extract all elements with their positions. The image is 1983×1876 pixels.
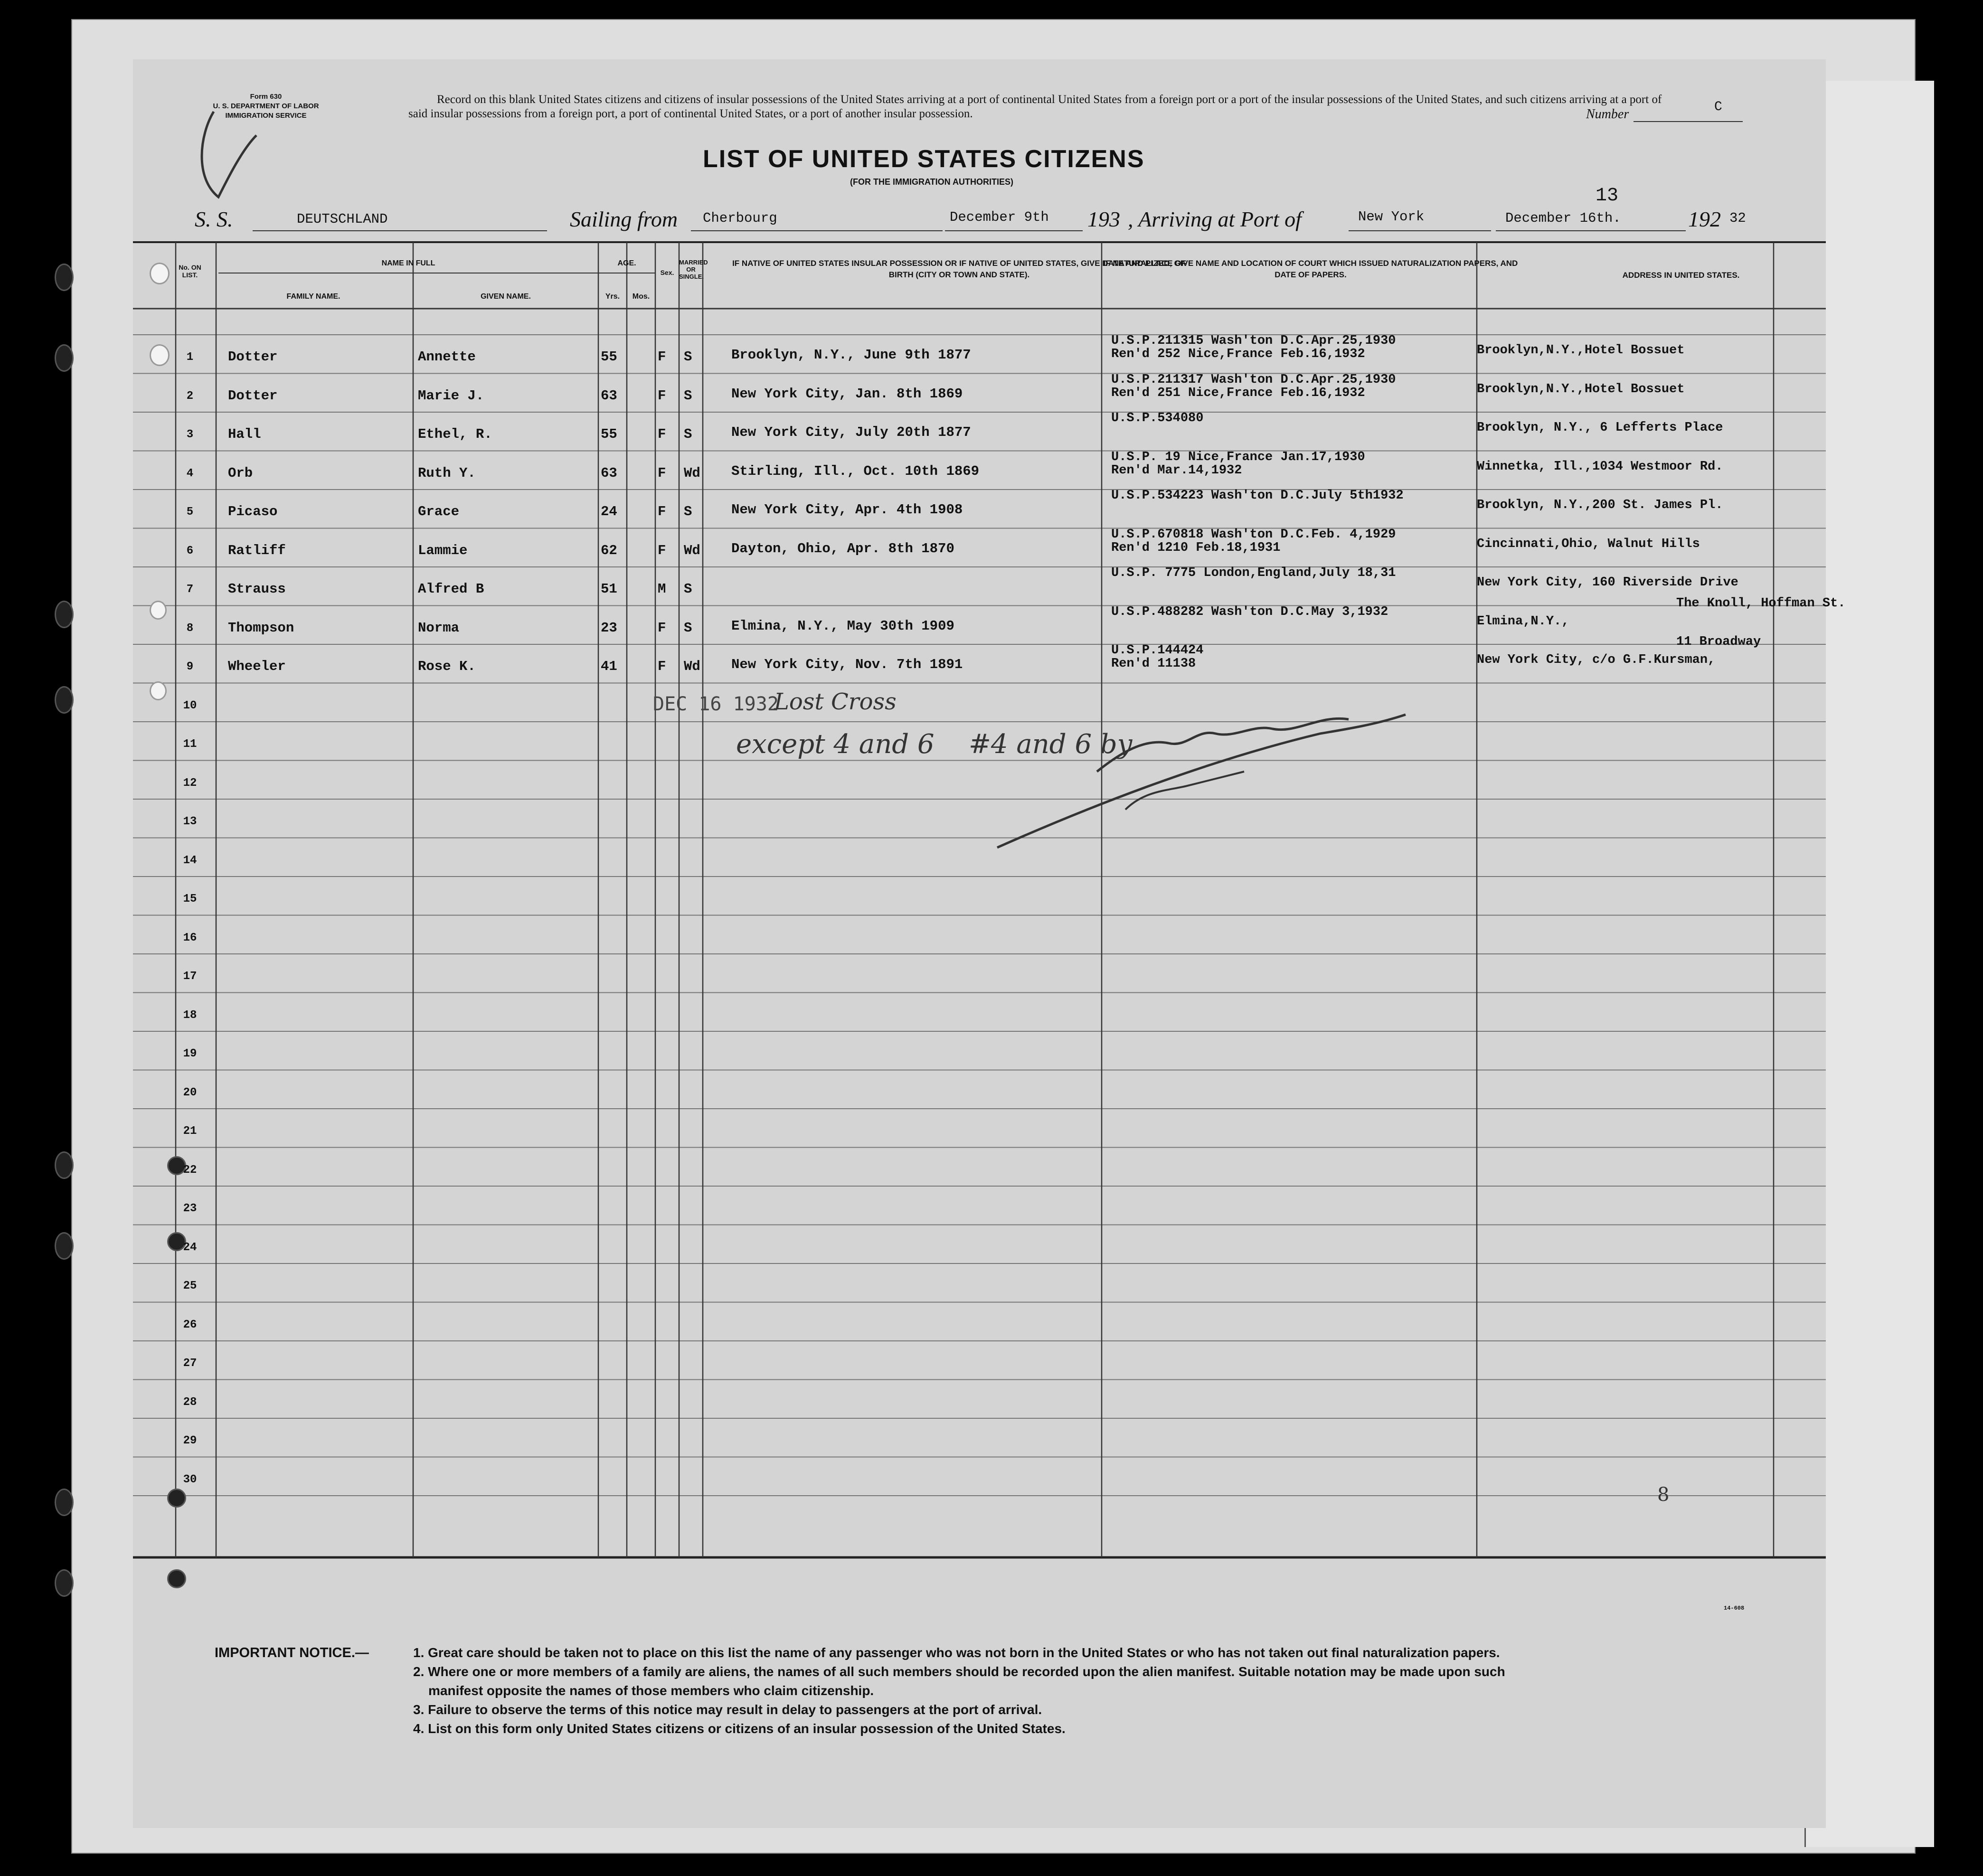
handwritten-note: Lost Cross <box>774 688 897 715</box>
given-name: Lammie <box>418 542 468 558</box>
notice-item: manifest opposite the names of those members who claim citizenship. <box>428 1683 874 1698</box>
instructions: Record on this blank United States citizens and citizens of insular possessions of the United States arriving at a port of continental United States from a foreign port or a port of the insular possessions of the United States, and such citizens arriving at a port of said insular possessions from a foreign port, a port of continental United States, or a port of another insular possession. <box>408 93 1662 120</box>
check-mark <box>195 107 261 216</box>
row-number: 30 <box>183 1473 197 1486</box>
punch-hole <box>150 344 170 366</box>
address: Brooklyn,N.Y.,Hotel Bossuet <box>1477 382 1685 396</box>
row-number: 8 <box>186 622 194 635</box>
birth-info: Elmina, N.Y., May 30th 1909 <box>731 618 954 634</box>
birth-info: Dayton, Ohio, Apr. 8th 1870 <box>731 540 954 556</box>
punch-hole <box>150 681 167 700</box>
port-underline <box>1349 230 1491 231</box>
punch-hole <box>55 264 74 291</box>
punch-hole <box>167 1489 186 1508</box>
punch-hole <box>150 263 170 284</box>
row-number: 21 <box>183 1125 197 1138</box>
header-name: NAME IN FULL <box>381 259 435 267</box>
row-number: 25 <box>183 1280 197 1292</box>
arriving-label: , Arriving at Port of <box>1128 207 1302 231</box>
row-number: 29 <box>183 1434 197 1447</box>
punch-hole <box>55 1232 74 1260</box>
address-extra: 11 Broadway <box>1676 635 1761 649</box>
given-name: Norma <box>418 620 460 636</box>
age: 55 <box>601 349 617 365</box>
age: 41 <box>601 659 617 674</box>
page-subtitle: (FOR THE IMMIGRATION AUTHORITIES) <box>850 177 1013 187</box>
arrival-date: December 16th. <box>1505 210 1621 226</box>
naturalization-line: Ren'd 11138 <box>1111 657 1196 671</box>
arrival-year-prefix: 192 <box>1688 207 1721 231</box>
ss-label: S. S. <box>195 207 233 231</box>
given-name: Ethel, R. <box>418 426 492 442</box>
naturalization-line: U.S.P.144424 <box>1111 643 1204 658</box>
sex: M <box>658 581 666 597</box>
sex: F <box>658 465 666 481</box>
naturalization-line: Ren'd 252 Nice,France Feb.16,1932 <box>1111 347 1365 361</box>
row-number: 27 <box>183 1357 197 1370</box>
family-name: Ratliff <box>228 542 286 558</box>
sailing-date: December 9th <box>950 209 1049 225</box>
corner-mark: 8 <box>1657 1484 1670 1506</box>
given-name: Ruth Y. <box>418 465 476 481</box>
number-value: C <box>1714 100 1722 114</box>
row-number: 17 <box>183 970 197 983</box>
row-number: 4 <box>186 467 194 480</box>
row-number: 14 <box>183 854 197 867</box>
row-number: 9 <box>186 660 194 673</box>
sailing-label: Sailing from <box>570 207 678 231</box>
punch-hole <box>55 1489 74 1516</box>
header-sex: Sex. <box>660 269 674 276</box>
handwritten-note: #4 and 6 by <box>969 729 1133 760</box>
punch-hole <box>55 601 74 628</box>
sheet-number: 13 <box>1596 185 1619 207</box>
date-underline <box>945 230 1083 231</box>
naturalization-line: U.S.P.488282 Wash'ton D.C.May 3,1932 <box>1111 604 1388 619</box>
form-grid <box>133 59 1826 1828</box>
naturalization-line: U.S.P.211317 Wash'ton D.C.Apr.25,1930 <box>1111 372 1396 387</box>
marital-status: S <box>684 349 692 365</box>
row-number: 16 <box>183 931 197 944</box>
inspector-signature <box>988 696 1415 857</box>
marital-status: S <box>684 426 692 442</box>
marital-status: Wd <box>684 659 700 674</box>
row-number: 2 <box>186 389 194 403</box>
naturalization-line: U.S.P. 19 Nice,France Jan.17,1930 <box>1111 450 1365 464</box>
family-name: Strauss <box>228 581 286 597</box>
header-age: AGE. <box>617 259 636 267</box>
row-number: 18 <box>183 1009 197 1022</box>
number-label: Number <box>1586 107 1629 122</box>
given-name: Alfred B <box>418 581 484 597</box>
marital-status: Wd <box>684 542 700 558</box>
given-name: Grace <box>418 504 460 519</box>
naturalization-line: Ren'd 251 Nice,France Feb.16,1932 <box>1111 386 1365 400</box>
header-yrs: Yrs. <box>605 292 620 301</box>
row-number: 22 <box>183 1163 197 1177</box>
punch-hole <box>150 601 167 620</box>
sailing-underline <box>691 230 943 231</box>
birth-info: New York City, July 20th 1877 <box>731 424 971 440</box>
ship-underline <box>253 230 547 231</box>
row-number: 3 <box>186 428 194 441</box>
row-number: 20 <box>183 1086 197 1099</box>
sex: F <box>658 542 666 558</box>
header-mos: Mos. <box>632 292 650 301</box>
age: 51 <box>601 581 617 597</box>
address: Brooklyn, N.Y.,200 St. James Pl. <box>1477 498 1723 512</box>
header-married: MARRIED OR SINGLE. <box>679 259 708 280</box>
header-naturalized: IF NATURALIZED, GIVE NAME AND LOCATION OF COURT WHICH ISSUED NATURALIZATION PAPERS, AND DATE OF PAPERS. <box>1103 259 1518 279</box>
birth-info: New York City, Nov. 7th 1891 <box>731 657 963 672</box>
handwritten-note: except 4 and 6 <box>736 729 935 760</box>
address: New York City, c/o G.F.Kursman, <box>1477 653 1716 667</box>
row-number: 5 <box>186 506 194 518</box>
row-number: 7 <box>186 583 194 596</box>
family-name: Wheeler <box>228 659 286 674</box>
naturalization-line: Ren'd Mar.14,1932 <box>1111 463 1242 478</box>
family-name: Dotter <box>228 349 278 365</box>
family-name: Hall <box>228 426 261 442</box>
family-name: Dotter <box>228 387 278 404</box>
marital-status: Wd <box>684 465 700 481</box>
age: 63 <box>601 465 617 481</box>
header-birth: IF NATIVE OF UNITED STATES INSULAR POSSESSION OR IF NATIVE OF UNITED STATES, GIVE DATE AND PLACE OF BIRTH (CITY OR TOWN AND STATE). <box>732 259 1186 279</box>
header-given: GIVEN NAME. <box>481 292 531 301</box>
sex: F <box>658 659 666 674</box>
address-extra: The Knoll, Hoffman St. <box>1676 596 1846 611</box>
address: New York City, 160 Riverside Drive <box>1477 575 1738 590</box>
naturalization-line: U.S.P.534223 Wash'ton D.C.July 5th1932 <box>1111 489 1404 503</box>
arrival-date-underline <box>1496 230 1686 231</box>
manifest-page <box>133 59 1846 1828</box>
ship-name: DEUTSCHLAND <box>297 211 388 227</box>
sex: F <box>658 349 666 365</box>
row-number: 6 <box>186 544 194 557</box>
row-number: 12 <box>183 776 197 790</box>
address: Cincinnati,Ohio, Walnut Hills <box>1477 537 1700 551</box>
punch-hole <box>55 344 74 372</box>
notice-item: 4. List on this form only United States citizens or citizens of an insular possession of the United States. <box>413 1721 1066 1736</box>
notice-item: 3. Failure to observe the terms of this notice may result in delay to passengers at the port of arrival. <box>413 1702 1042 1717</box>
header-no: No. ON LIST. <box>179 264 201 279</box>
row-number: 24 <box>183 1241 197 1254</box>
header-address: ADDRESS IN UNITED STATES. <box>1622 271 1740 280</box>
header-family: FAMILY NAME. <box>286 292 340 301</box>
row-number: 15 <box>183 893 197 905</box>
marital-status: S <box>684 387 692 404</box>
age: 23 <box>601 620 617 636</box>
age: 62 <box>601 542 617 558</box>
naturalization-line: U.S.P.670818 Wash'ton D.C.Feb. 4,1929 <box>1111 527 1396 542</box>
notice-heading: IMPORTANT NOTICE.— <box>215 1645 369 1660</box>
naturalization-line: U.S.P.534080 <box>1111 411 1204 425</box>
number-underline <box>1634 121 1743 122</box>
punch-hole <box>167 1569 186 1588</box>
footer-code: 14-608 <box>1724 1605 1745 1612</box>
sex: F <box>658 426 666 442</box>
row-number: 19 <box>183 1047 197 1060</box>
age: 63 <box>601 387 617 404</box>
birth-info: New York City, Jan. 8th 1869 <box>731 386 963 402</box>
punch-hole <box>55 686 74 714</box>
birth-info: New York City, Apr. 4th 1908 <box>731 502 963 518</box>
page-title: LIST OF UNITED STATES CITIZENS <box>703 145 1145 173</box>
row-number: 10 <box>183 699 197 712</box>
punch-hole <box>55 1151 74 1179</box>
sailing-year: 193 <box>1087 207 1120 231</box>
punch-hole <box>55 1569 74 1597</box>
family-name: Orb <box>228 465 253 481</box>
arrival-port: New York <box>1358 209 1425 225</box>
date-stamp: DEC 16 1932 <box>653 693 779 715</box>
row-number: 1 <box>186 351 194 364</box>
address: Elmina,N.Y., <box>1477 614 1569 629</box>
row-number: 23 <box>183 1202 197 1215</box>
arrival-year: 32 <box>1729 210 1746 226</box>
family-name: Picaso <box>228 504 278 519</box>
birth-info: Brooklyn, N.Y., June 9th 1877 <box>731 347 971 363</box>
form-number: Form 630 <box>250 93 282 101</box>
naturalization-line: U.S.P. 7775 London,England,July 18,31 <box>1111 566 1396 580</box>
age: 55 <box>601 426 617 442</box>
given-name: Rose K. <box>418 659 476 674</box>
marital-status: S <box>684 581 692 597</box>
sex: F <box>658 387 666 404</box>
sex: F <box>658 620 666 636</box>
sex: F <box>658 504 666 519</box>
naturalization-line: U.S.P.211315 Wash'ton D.C.Apr.25,1930 <box>1111 334 1396 348</box>
address: Brooklyn, N.Y., 6 Lefferts Place <box>1477 421 1723 435</box>
agency-line: IMMIGRATION SERVICE <box>225 112 307 120</box>
marital-status: S <box>684 504 692 519</box>
agency-line: U. S. DEPARTMENT OF LABOR <box>213 102 319 110</box>
row-number: 28 <box>183 1395 197 1409</box>
notice-item: 2. Where one or more members of a family are aliens, the names of all such members should be recorded upon the alien manifest. Suitable notation may be made upon such <box>413 1664 1505 1679</box>
notice-item: 1. Great care should be taken not to place on this list the name of any passenger who was not born in the United States or who has not taken out final naturalization papers. <box>413 1645 1500 1660</box>
naturalization-line: Ren'd 1210 Feb.18,1931 <box>1111 540 1281 555</box>
sailing-port: Cherbourg <box>703 210 777 226</box>
birth-info: Stirling, Ill., Oct. 10th 1869 <box>731 463 980 479</box>
given-name: Annette <box>418 349 476 365</box>
family-name: Thompson <box>228 620 294 636</box>
address: Brooklyn,N.Y.,Hotel Bossuet <box>1477 343 1685 358</box>
age: 24 <box>601 504 617 519</box>
given-name: Marie J. <box>418 387 484 404</box>
row-number: 11 <box>183 738 197 751</box>
marital-status: S <box>684 620 692 636</box>
row-number: 26 <box>183 1318 197 1331</box>
row-number: 13 <box>183 815 197 828</box>
address: Winnetka, Ill.,1034 Westmoor Rd. <box>1477 459 1723 474</box>
